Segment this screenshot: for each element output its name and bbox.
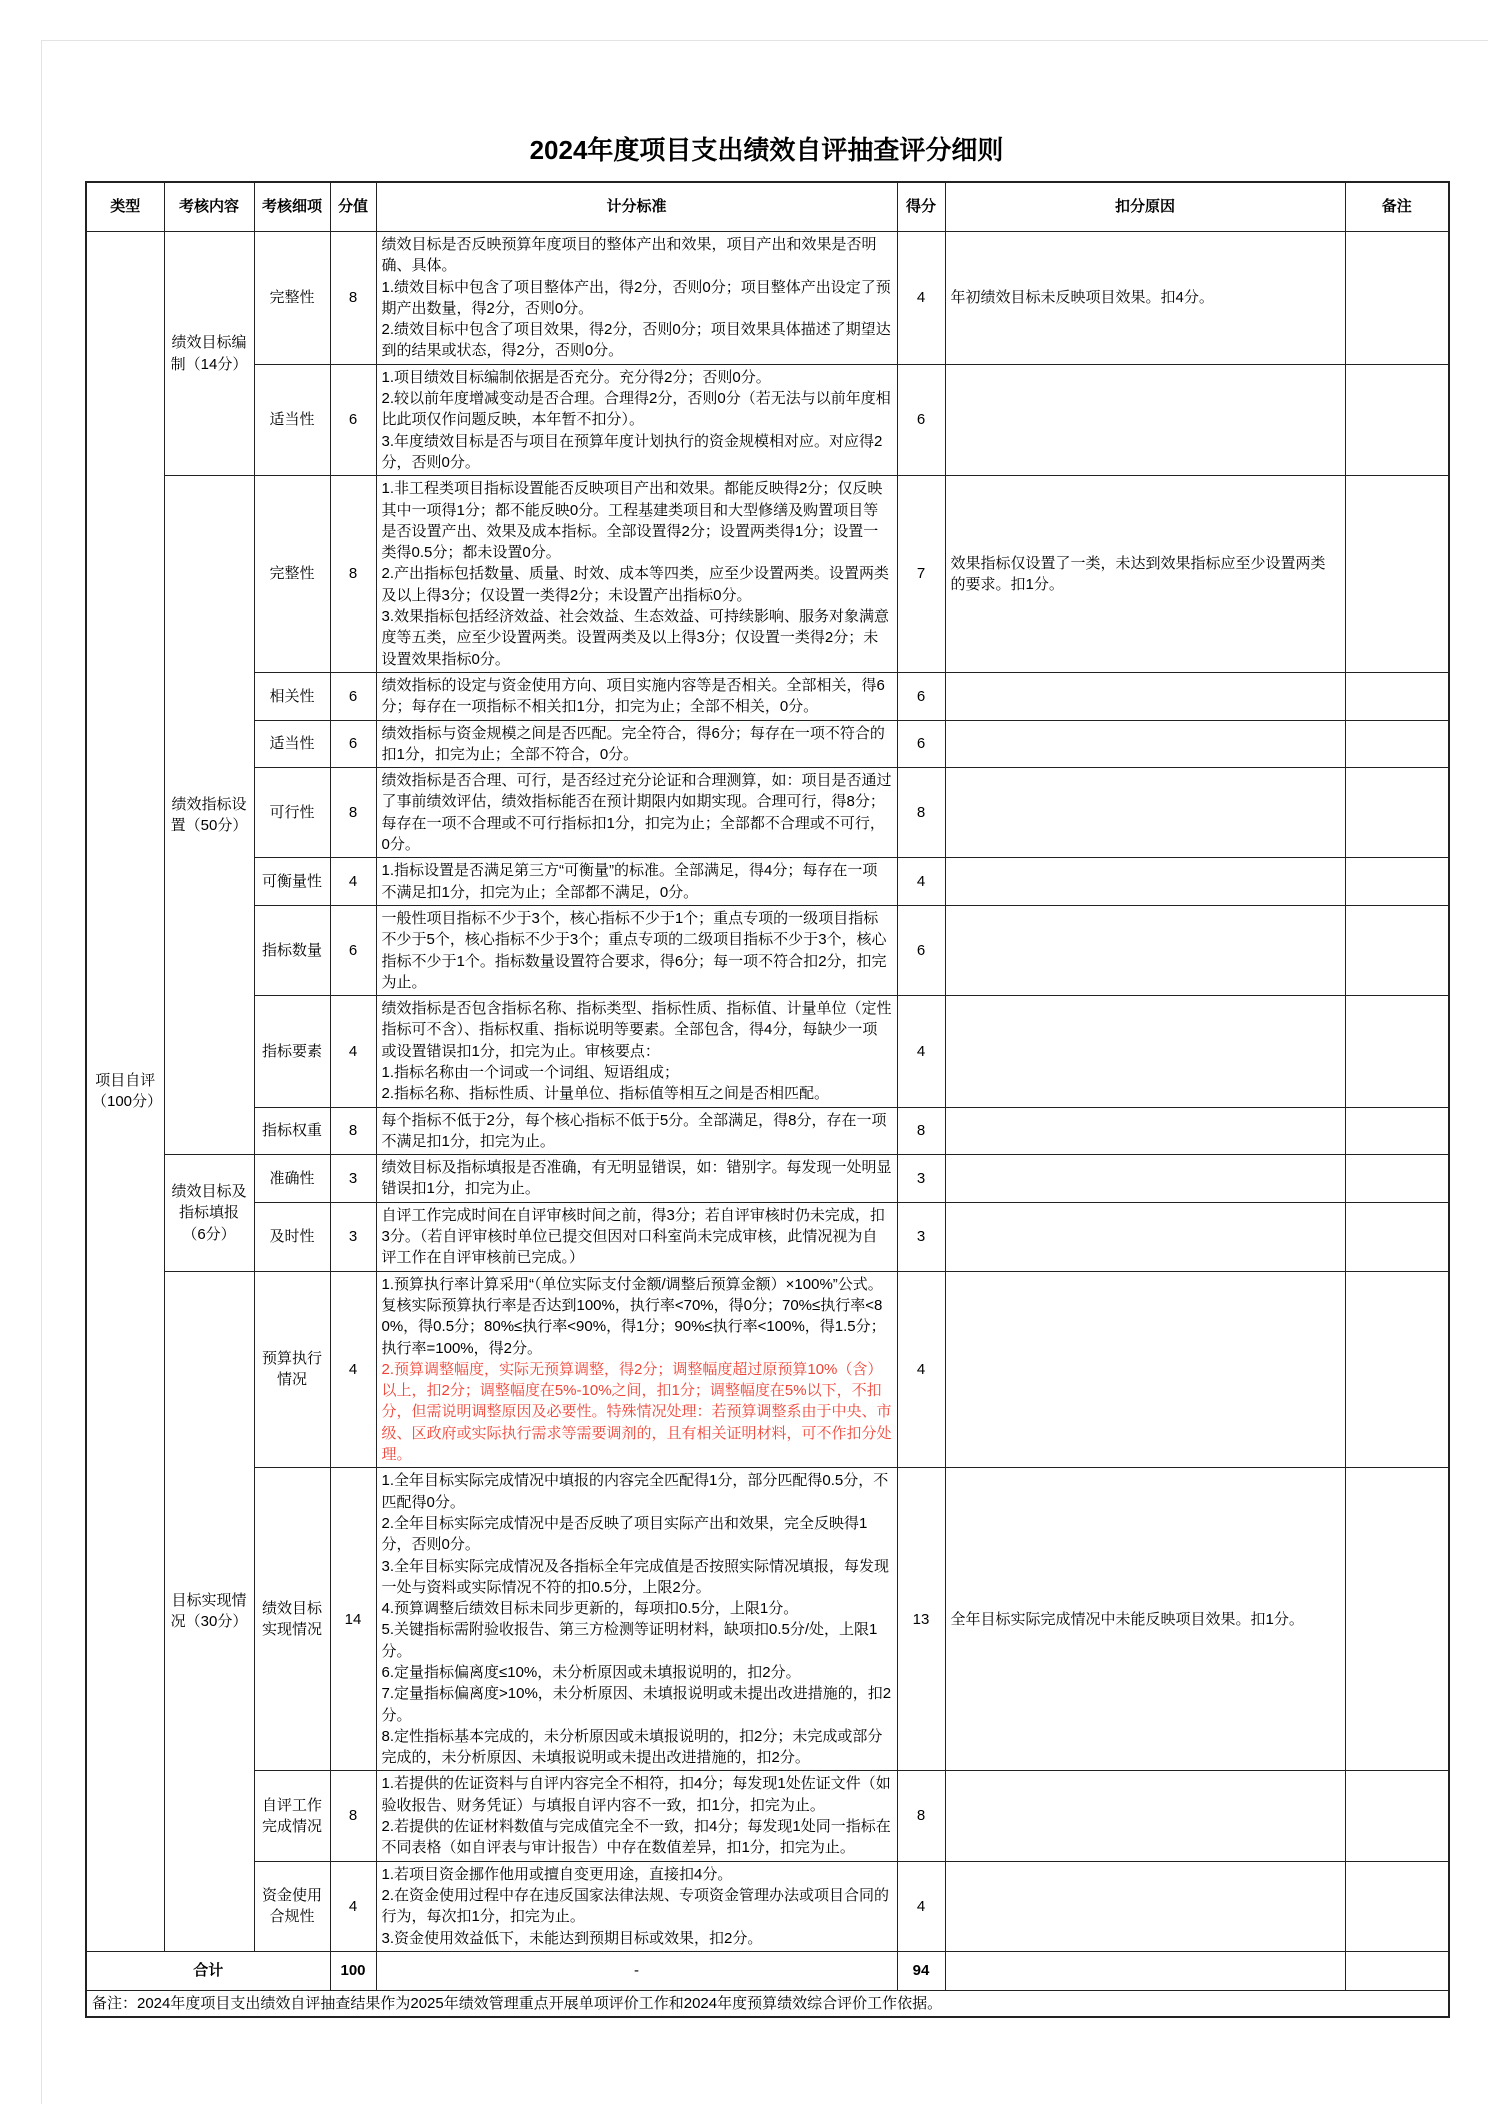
deduction-cell: 全年目标实际完成情况中未能反映项目效果。扣1分。 xyxy=(945,1468,1345,1771)
deduction-cell: 年初绩效目标未反映项目效果。扣4分。 xyxy=(945,232,1345,365)
points-cell: 4 xyxy=(330,996,376,1107)
points-cell: 8 xyxy=(330,768,376,858)
criteria-cell xyxy=(376,858,897,906)
deduction-cell xyxy=(945,672,1345,720)
score-cell: 4 xyxy=(897,996,945,1107)
item-cell: 资金使用合规性 xyxy=(254,1861,330,1951)
score-cell: 3 xyxy=(897,1202,945,1271)
criteria-cell xyxy=(376,1107,897,1155)
criteria-line: 自评工作完成时间在自评审核时间之前，得3分；若自评审核时仍未完成，扣3分。（若自评审核时单位已提交但因对口科室尚未完成审核，此情况视为自评工作在自评审核前已完成。） xyxy=(381,1206,885,1267)
item-cell: 准确性 xyxy=(254,1155,330,1203)
score-cell: 6 xyxy=(897,905,945,995)
total-row xyxy=(86,1951,1449,1990)
criteria-cell xyxy=(376,905,897,995)
criteria-cell xyxy=(376,1271,897,1468)
criteria-line: 绩效指标是否包含指标名称、指标类型、指标性质、指标值、计量单位（定性指标可不含）、指标权重、指标说明等要素。全部包含，得4分，每缺少一项或设置错误扣1分，扣完为止。审核要点： xyxy=(381,1000,892,1060)
page-title: 2024年度项目支出绩效自评抽查评分细则 xyxy=(529,135,1004,165)
deduction-cell xyxy=(945,720,1345,768)
criteria-line: 7.定量指标偏离度>10%，未分析原因、未填报说明或未提出改进措施的，扣2分。 xyxy=(381,1685,892,1724)
column-header: 考核内容 xyxy=(164,182,254,232)
criteria-line: 1.若提供的佐证资料与自评内容完全不相符，扣4分；每发现1处佐证文件（如验收报告、财务凭证）与填报自评内容不一致，扣1分，扣完为止。 xyxy=(381,1775,891,1814)
deduction-cell xyxy=(945,1861,1345,1951)
table-row xyxy=(86,996,1449,1107)
remark-cell xyxy=(1345,1107,1449,1155)
total-label-cell: 合计 xyxy=(86,1951,330,1990)
points-cell: 6 xyxy=(330,905,376,995)
score-cell: 4 xyxy=(897,1271,945,1468)
remark-cell xyxy=(1345,996,1449,1107)
criteria-line: 8.定性指标基本完成的，未分析原因或未填报说明的，扣2分；未完成或部分完成的，未分析原因、未填报说明或未提出改进措施的，扣2分。 xyxy=(381,1727,883,1767)
table-row xyxy=(86,905,1449,995)
criteria-line: 3.资金使用效益低下，未能达到预期目标或效果，扣2分。 xyxy=(381,1929,763,1947)
type-cell: 项目自评（100分） xyxy=(86,232,164,1952)
remark-cell xyxy=(1345,364,1449,475)
points-cell: 14 xyxy=(330,1468,376,1771)
deduction-cell: 效果指标仅设置了一类，未达到效果指标应至少设置两类的要求。扣1分。 xyxy=(945,476,1345,673)
criteria-line: 1.非工程类项目指标设置能否反映项目产出和效果。都能反映得2分；仅反映其中一项得1分；都不能反映0分。工程基建类项目和大型修缮及购置项目等是否设置产出、效果及成本指标。全部设置得2分；设置两类得1分；设置一类得0.5分；都未设置0分。 xyxy=(381,480,883,562)
score-cell: 6 xyxy=(897,672,945,720)
deduction-cell xyxy=(945,768,1345,858)
table-row xyxy=(86,1771,1449,1861)
column-header: 备注 xyxy=(1345,182,1449,232)
table-row xyxy=(86,476,1449,673)
score-cell: 8 xyxy=(897,1107,945,1155)
criteria-line: 5.关键指标需附验收报告、第三方检测等证明材料，缺项扣0.5分/处，上限1分。 xyxy=(381,1621,878,1660)
section-cell: 目标实现情况（30分） xyxy=(164,1271,254,1951)
item-cell: 适当性 xyxy=(254,364,330,475)
criteria-line: 2.绩效目标中包含了项目效果，得2分，否则0分；项目效果具体描述了期望达到的结果或状态，得2分，否则0分。 xyxy=(381,321,891,360)
criteria-line: 一般性项目指标不少于3个，核心指标不少于1个；重点专项的一级项目指标不少于5个，核心指标不少于3个；重点专项的二级项目指标不少于3个，核心指标不少于1个。指标数量设置符合要求，得6分；每一项不符合扣2分，扣完为止。 xyxy=(381,909,887,991)
remark-cell xyxy=(1345,476,1449,673)
criteria-line: 1.指标名称由一个词或一个词组、短语组成； xyxy=(381,1063,680,1081)
table-row xyxy=(86,858,1449,906)
criteria-cell xyxy=(376,1861,897,1951)
criteria-line: 2.指标名称、指标性质、计量单位、指标值等相互之间是否相匹配。 xyxy=(381,1085,830,1103)
criteria-line: 2.较以前年度增减变动是否合理。合理得2分，否则0分（若无法与以前年度相比此项仅作问题反映，本年暂不扣分）。 xyxy=(381,390,891,429)
total-score-cell: 94 xyxy=(897,1951,945,1990)
remark-cell xyxy=(1345,1271,1449,1468)
criteria-line: 绩效目标是否反映预算年度项目的整体产出和效果，项目产出和效果是否明确、具体。 xyxy=(381,236,877,275)
criteria-line: 1.项目绩效目标编制依据是否充分。充分得2分；否则0分。 xyxy=(381,368,771,386)
deduction-cell xyxy=(945,996,1345,1107)
criteria-line: 1.预算执行率计算采用“（单位实际支付金额/调整后预算金额）×100%”公式。复核实际预算执行率是否达到100%，执行率<70%，得0分；70%≤执行率<80%，得0.5分；80%≤执行率<90%，得1分；90%≤执行率<100%，得1.5分；执行率=100%，得2分。 xyxy=(381,1275,886,1357)
remark-cell xyxy=(1345,1468,1449,1771)
deduction-cell xyxy=(945,905,1345,995)
item-cell: 完整性 xyxy=(254,232,330,365)
remark-cell xyxy=(1345,720,1449,768)
footer-note-row xyxy=(86,1990,1449,2017)
score-cell: 4 xyxy=(897,232,945,365)
table-row xyxy=(86,768,1449,858)
score-cell: 13 xyxy=(897,1468,945,1771)
remark-cell xyxy=(1345,1771,1449,1861)
criteria-line: 2.产出指标包括数量、质量、时效、成本等四类，应至少设置两类。设置两类及以上得3分；仅设置一类得2分；未设置产出指标0分。 xyxy=(381,565,890,604)
column-header: 分值 xyxy=(330,182,376,232)
page-margin-line-horizontal xyxy=(41,40,1488,41)
scoring-table xyxy=(85,181,1450,2018)
page-margin-line-vertical xyxy=(41,40,42,2104)
criteria-line: 2.预算调整幅度，实际无预算调整，得2分；调整幅度超过原预算10%（含）以上，扣2分；调整幅度在5%-10%之间，扣1分；调整幅度在5%以下，不扣分，但需说明调整原因及必要性。特殊情况处理：若预算调整系由于中央、市级、区政府或实际执行需求等需要调剂的，且有相关证明材料，可不作扣分处理。 xyxy=(381,1360,892,1464)
points-cell: 8 xyxy=(330,1771,376,1861)
item-cell: 指标权重 xyxy=(254,1107,330,1155)
criteria-cell xyxy=(376,720,897,768)
criteria-line: 1.若项目资金挪作他用或擅自变更用途，直接扣4分。 xyxy=(381,1865,733,1883)
table-row xyxy=(86,1107,1449,1155)
criteria-line: 2.若提供的佐证材料数值与完成值完全不一致，扣4分；每发现1处同一指标在不同表格（如自评表与审计报告）中存在数值差异，扣1分，扣完为止。 xyxy=(381,1818,891,1857)
table-row xyxy=(86,1202,1449,1271)
points-cell: 3 xyxy=(330,1155,376,1203)
deduction-cell xyxy=(945,858,1345,906)
remark-cell xyxy=(1345,1155,1449,1203)
table-row xyxy=(86,672,1449,720)
criteria-cell xyxy=(376,364,897,475)
table-row xyxy=(86,364,1449,475)
item-cell: 及时性 xyxy=(254,1202,330,1271)
remark-cell xyxy=(1345,858,1449,906)
points-cell: 6 xyxy=(330,672,376,720)
item-cell: 可行性 xyxy=(254,768,330,858)
points-cell: 4 xyxy=(330,858,376,906)
criteria-cell xyxy=(376,768,897,858)
criteria-line: 绩效指标与资金规模之间是否匹配。完全符合，得6分；每存在一项不符合的扣1分，扣完为止；全部不符合，0分。 xyxy=(381,724,885,763)
criteria-cell xyxy=(376,1771,897,1861)
column-header: 类型 xyxy=(86,182,164,232)
criteria-cell xyxy=(376,1468,897,1771)
criteria-line: 绩效目标及指标填报是否准确，有无明显错误，如：错别字。每发现一处明显错误扣1分，扣完为止。 xyxy=(381,1159,892,1198)
deduction-cell xyxy=(945,1107,1345,1155)
criteria-line: 3.年度绩效目标是否与项目在预算年度计划执行的资金规模相对应。对应得2分，否则0分。 xyxy=(381,432,883,471)
points-cell: 4 xyxy=(330,1861,376,1951)
item-cell: 适当性 xyxy=(254,720,330,768)
criteria-line: 绩效指标是否合理、可行，是否经过充分论证和合理测算，如：项目是否通过了事前绩效评估，绩效指标能否在预计期限内如期实现。合理可行，得8分；每存在一项不合理或不可行指标扣1分，扣完为止；全部都不合理或不可行，0分。 xyxy=(381,772,892,854)
criteria-line: 3.效果指标包括经济效益、社会效益、生态效益、可持续影响、服务对象满意度等五类，应至少设置两类。设置两类及以上得3分；仅设置一类得2分；未设置效果指标0分。 xyxy=(381,608,890,668)
criteria-line: 4.预算调整后绩效目标未同步更新的，每项扣0.5分，上限1分。 xyxy=(381,1600,799,1618)
table-row xyxy=(86,232,1449,365)
column-header: 计分标准 xyxy=(376,182,897,232)
criteria-line: 2.全年目标实际完成情况中是否反映了项目实际产出和效果，完全反映得1分，否则0分。 xyxy=(381,1514,868,1554)
item-cell: 可衡量性 xyxy=(254,858,330,906)
table-header xyxy=(86,182,1449,232)
criteria-line: 3.全年目标实际完成情况及各指标全年完成值是否按照实际情况填报，每发现一处与资料或实际情况不符的扣0.5分，上限2分。 xyxy=(381,1557,890,1596)
section-cell: 绩效目标编制（14分） xyxy=(164,232,254,476)
points-cell: 6 xyxy=(330,720,376,768)
points-cell: 3 xyxy=(330,1202,376,1271)
total-criteria-cell: - xyxy=(376,1951,897,1990)
score-cell: 4 xyxy=(897,858,945,906)
score-cell: 6 xyxy=(897,364,945,475)
criteria-cell xyxy=(376,1202,897,1271)
criteria-line: 绩效指标的设定与资金使用方向、项目实施内容等是否相关。全部相关，得6分；每存在一项指标不相关扣1分，扣完为止；全部不相关，0分。 xyxy=(381,676,885,716)
remark-cell xyxy=(1345,905,1449,995)
document-page xyxy=(85,130,1448,2018)
criteria-cell xyxy=(376,232,897,365)
item-cell: 绩效目标实现情况 xyxy=(254,1468,330,1771)
item-cell: 相关性 xyxy=(254,672,330,720)
table-row xyxy=(86,720,1449,768)
criteria-line: 1.绩效目标中包含了项目整体产出，得2分，否则0分；项目整体产出设定了预期产出数量，得2分，否则0分。 xyxy=(381,278,891,317)
score-cell: 8 xyxy=(897,768,945,858)
score-cell: 6 xyxy=(897,720,945,768)
remark-cell xyxy=(1345,232,1449,365)
score-cell: 4 xyxy=(897,1861,945,1951)
deduction-cell xyxy=(945,1771,1345,1861)
total-points-cell: 100 xyxy=(330,1951,376,1990)
criteria-line: 2.在资金使用过程中存在违反国家法律法规、专项资金管理办法或项目合同的行为，每次扣1分，扣完为止。 xyxy=(381,1886,890,1926)
table-row xyxy=(86,1155,1449,1203)
criteria-line: 1.全年目标实际完成情况中填报的内容完全匹配得1分，部分匹配得0.5分，不匹配得0分。 xyxy=(381,1472,889,1511)
points-cell: 4 xyxy=(330,1271,376,1468)
table-row xyxy=(86,1271,1449,1468)
item-cell: 完整性 xyxy=(254,476,330,673)
table-row xyxy=(86,1468,1449,1771)
deduction-cell xyxy=(945,364,1345,475)
score-cell: 7 xyxy=(897,476,945,673)
remark-cell xyxy=(1345,672,1449,720)
criteria-line: 6.定量指标偏离度≤10%，未分析原因或未填报说明的，扣2分。 xyxy=(381,1664,801,1681)
section-cell: 绩效目标及指标填报（6分） xyxy=(164,1155,254,1271)
section-cell: 绩效指标设置（50分） xyxy=(164,476,254,1155)
item-cell: 指标数量 xyxy=(254,905,330,995)
criteria-cell xyxy=(376,1155,897,1203)
footer-note: 备注：2024年度项目支出绩效自评抽查结果作为2025年绩效管理重点开展单项评价工作和2024年度预算绩效综合评价工作依据。 xyxy=(86,1990,1449,2017)
points-cell: 8 xyxy=(330,1107,376,1155)
header-row xyxy=(86,182,1449,232)
criteria-line: 1.指标设置是否满足第三方“可衡量”的标准。全部满足，得4分；每存在一项不满足扣1分，扣完为止；全部都不满足，0分。 xyxy=(381,862,878,901)
remark-cell xyxy=(1345,1202,1449,1271)
table-row xyxy=(86,1861,1449,1951)
criteria-cell xyxy=(376,476,897,673)
points-cell: 6 xyxy=(330,364,376,475)
column-header: 扣分原因 xyxy=(945,182,1345,232)
column-header: 得分 xyxy=(897,182,945,232)
deduction-cell xyxy=(945,1155,1345,1203)
item-cell: 预算执行情况 xyxy=(254,1271,330,1468)
deduction-cell xyxy=(945,1271,1345,1468)
item-cell: 自评工作完成情况 xyxy=(254,1771,330,1861)
score-cell: 3 xyxy=(897,1155,945,1203)
item-cell: 指标要素 xyxy=(254,996,330,1107)
criteria-line: 每个指标不低于2分，每个核心指标不低于5分。全部满足，得8分，存在一项不满足扣1分，扣完为止。 xyxy=(381,1111,887,1150)
table-body xyxy=(86,232,1449,2018)
criteria-cell xyxy=(376,996,897,1107)
total-deduction-cell xyxy=(945,1951,1345,1990)
score-cell: 8 xyxy=(897,1771,945,1861)
points-cell: 8 xyxy=(330,476,376,673)
criteria-cell xyxy=(376,672,897,720)
deduction-cell xyxy=(945,1202,1345,1271)
column-header: 考核细项 xyxy=(254,182,330,232)
points-cell: 8 xyxy=(330,232,376,365)
remark-cell xyxy=(1345,768,1449,858)
total-remark-cell xyxy=(1345,1951,1449,1990)
remark-cell xyxy=(1345,1861,1449,1951)
